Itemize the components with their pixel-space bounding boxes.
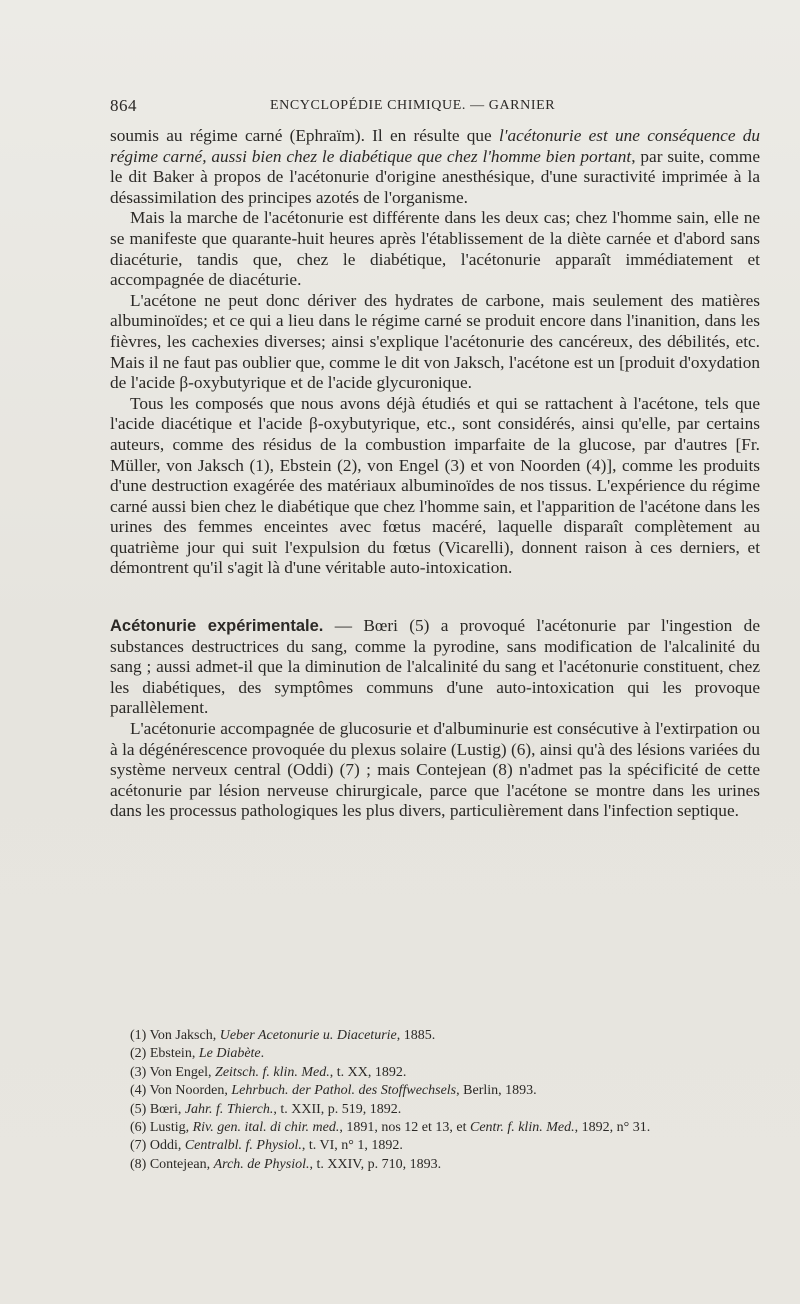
footnote-title: Le Diabète bbox=[198, 1046, 261, 1062]
paragraph-2: Mais la marche de l'acétonurie est différente dans les deux cas; chez l'homme sain, elle ne se manifeste que quarante-huit heures après l'établissement de la diète carnée et d'abord sans diacéturie, tandis que, chez le diabétique, l'acétonurie apparaît immédiatement et accompagnée de diacéturie. bbox=[110, 208, 760, 290]
running-title: ENCYCLOPÉDIE CHIMIQUE. — GARNIER bbox=[270, 98, 556, 113]
footnote-title: Lehrbuch. der Pathol. des Stoffwechsels bbox=[231, 1083, 457, 1099]
footnote-author: Bœri, bbox=[149, 1101, 185, 1117]
footnote-details: , Berlin, 1893. bbox=[456, 1083, 537, 1099]
footnotes bbox=[110, 1027, 760, 1174]
footnote-8 bbox=[110, 1156, 760, 1174]
paragraph-1-emphasis: l'acétonurie est une conséquence du régime carné, aussi bien chez le diabétique que chez l'homme bien portant bbox=[110, 126, 760, 166]
section-title: Acétonurie expérimentale. bbox=[110, 617, 324, 636]
footnote-details: , t. XXIV, p. 710, 1893. bbox=[309, 1156, 442, 1172]
footnote-details: , t. VI, n° 1, 1892. bbox=[301, 1138, 403, 1154]
paragraph-1-text-a: soumis au régime carné (Ephraïm). Il en résulte que bbox=[110, 126, 499, 145]
footnote-author: Lustig, bbox=[149, 1120, 193, 1136]
paragraph-1 bbox=[110, 126, 760, 208]
footnote-5 bbox=[110, 1101, 760, 1119]
footnote-title: Arch. de Physiol. bbox=[213, 1156, 310, 1172]
footnote-details: , t. XXII, p. 519, 1892. bbox=[273, 1101, 402, 1117]
footnote-author: Ebstein, bbox=[149, 1046, 199, 1062]
footnote-7 bbox=[110, 1137, 760, 1155]
footnote-3 bbox=[110, 1064, 760, 1082]
footnote-number: (5) bbox=[130, 1101, 147, 1117]
footnote-details-2: , 1892, n° 31. bbox=[574, 1120, 651, 1136]
footnote-author: Von Noorden, bbox=[149, 1083, 232, 1099]
page-header bbox=[110, 96, 760, 118]
footnote-number: (4) bbox=[130, 1083, 147, 1099]
footnote-title: Jahr. f. Thierch. bbox=[184, 1101, 274, 1117]
footnote-author: Contejean, bbox=[149, 1156, 214, 1172]
footnote-number: (2) bbox=[130, 1046, 147, 1062]
main-text bbox=[110, 126, 760, 822]
footnote-number: (8) bbox=[130, 1156, 147, 1172]
footnote-number: (6) bbox=[130, 1120, 147, 1136]
footnote-author: Von Jaksch, bbox=[149, 1028, 220, 1043]
footnote-details: , 1891, nos 12 et 13, et bbox=[339, 1120, 470, 1136]
footnote-title-2: Centr. f. klin. Med. bbox=[469, 1120, 575, 1136]
footnote-details: , 1885. bbox=[396, 1028, 436, 1043]
paragraph-6: L'acétonurie accompagnée de glucosurie et d'albuminurie est consécutive à l'extirpation ou à la dégénérescence provoquée du plexus solaire (Lustig) (6), ainsi qu'à des lésions variées du système nerveux central (Oddi) (7) ; mais Contejean (8) n'admet pas la spécificité de cette acétonurie par lésion nerveuse chirurgicale, parce que l'acétone se montre dans les urines dans les processus pathologiques les plus divers, particulièrement dans l'infection septique. bbox=[110, 719, 760, 821]
footnote-title: Zeitsch. f. klin. Med. bbox=[215, 1064, 330, 1080]
footnote-title: Riv. gen. ital. di chir. med. bbox=[192, 1120, 340, 1136]
footnote-4 bbox=[110, 1082, 760, 1100]
paragraph-5 bbox=[110, 616, 760, 719]
footnote-1 bbox=[110, 1027, 760, 1045]
footnote-number: (3) bbox=[130, 1064, 147, 1080]
footnote-title: Centralbl. f. Physiol. bbox=[184, 1138, 302, 1154]
page-number: 864 bbox=[110, 96, 137, 115]
footnote-title: Ueber Acetonurie u. Diaceturie bbox=[219, 1028, 397, 1043]
footnote-2 bbox=[110, 1045, 760, 1063]
footnote-author: Oddi, bbox=[149, 1138, 185, 1154]
footnote-details: , t. XX, 1892. bbox=[329, 1064, 407, 1080]
paragraph-3: L'acétone ne peut donc dériver des hydrates de carbone, mais seulement des matières albuminoïdes; et ce qui a lieu dans le régime carné se produit encore dans l'inanition, dans les fièvres, les cachexies diverses; ainsi s'explique l'acétonurie des cancéreux, des débilités, etc. Mais il ne faut pas oublier que, comme le dit von Jaksch, l'acétone est un [produit d'oxydation de l'acide β-oxybutyrique et de l'acide glycuronique. bbox=[110, 290, 760, 393]
paragraph-4: Tous les composés que nous avons déjà étudiés et qui se rattachent à l'acétone, tels que l'acide diacétique et l'acide β-oxybutyrique, etc., sont considérés, ainsi qu'elle, par certains auteurs, comme des résidus de la combustion imparfaite de la glucose, par d'autres [Fr. Müller, von Jaksch (1), Ebstein (2), von Engel (3) et von Noorden (4)], comme les produits d'une destruction exagérée des matériaux albuminoïdes de nos tissus. L'expérience du régime carné aussi bien chez le diabétique que chez l'homme sain, et l'apparition de l'acétone dans les urines des femmes enceintes avec fœtus macéré, laquelle disparaît complètement au quatrième jour qui suit l'expulsion du fœtus (Vicarelli), donnent raison à ces derniers, et démontrent qu'il s'agit là d'une véritable auto-intoxication. bbox=[110, 393, 760, 578]
paragraph-5-text: — Bœri (5) a provoqué l'acétonurie par l'ingestion de substances destructrices du sang, comme la pyrodine, sans modification de l'alcalinité du sang ; aussi admet-il que la diminution de l'alcalinité du sang et l'acétonurie constituent, chez les diabétiques, des symptômes communs d'une auto-intoxication qui les provoque parallèlement. bbox=[110, 616, 760, 718]
footnote-6 bbox=[110, 1119, 760, 1137]
paragraph-1-text-c: , par suite, comme le dit Baker à propos de l'acétonurie d'origine anesthésique, d'une suractivité imprimée à la désassimilation des principes azotés de l'organisme. bbox=[110, 146, 761, 207]
footnote-details: . bbox=[260, 1046, 265, 1062]
footnote-number: (1) bbox=[130, 1028, 147, 1043]
footnote-author: Von Engel, bbox=[149, 1064, 216, 1080]
footnote-number: (7) bbox=[130, 1138, 147, 1154]
